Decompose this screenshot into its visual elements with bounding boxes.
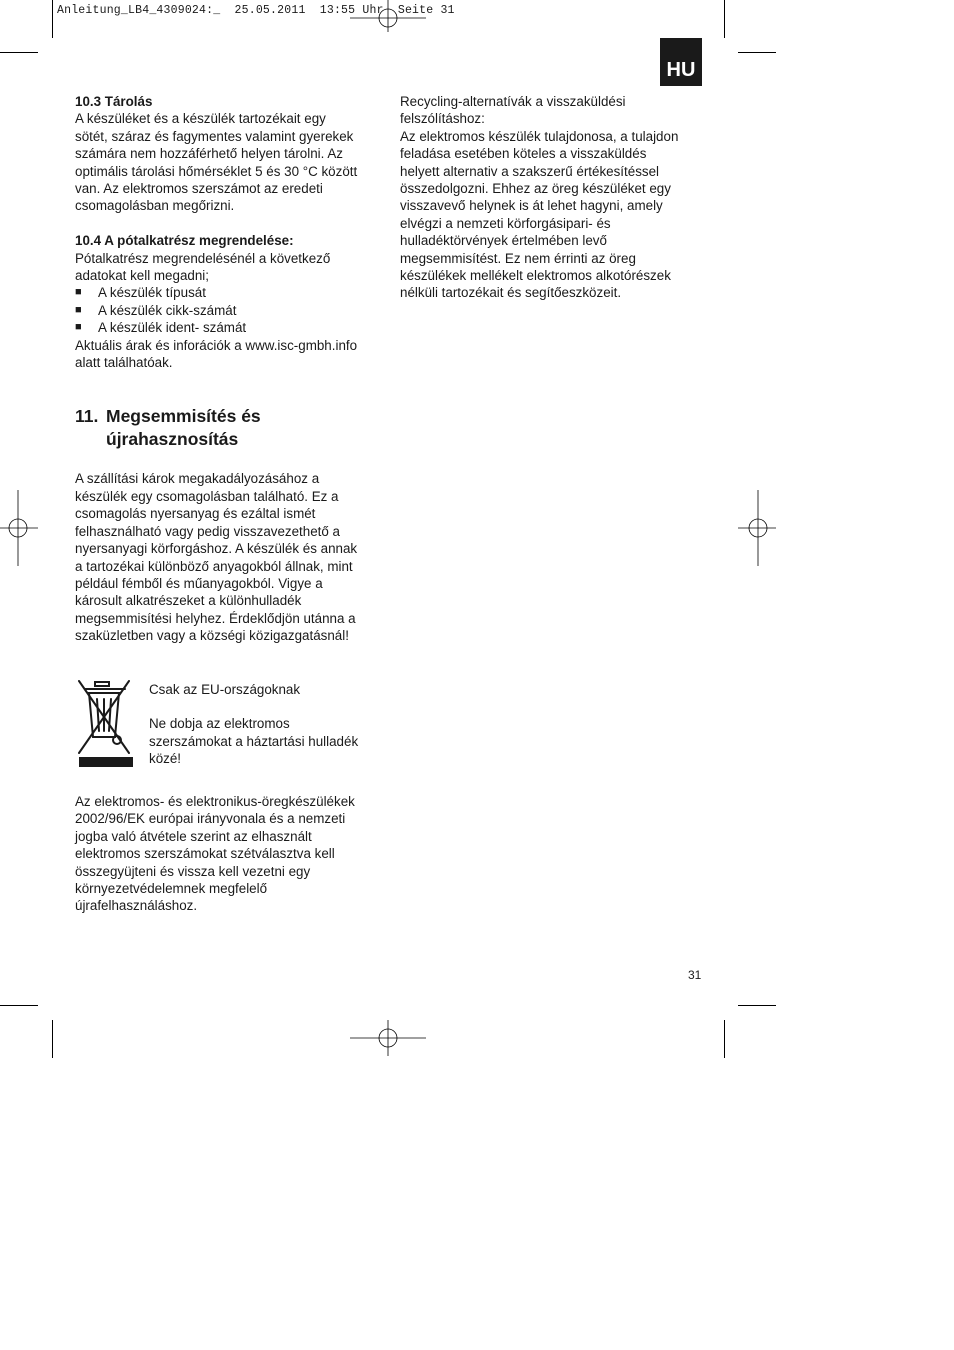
- list-item: [75, 284, 385, 301]
- text-line: Az elektromos- és elektronikus-öregkészülékek: [75, 793, 355, 809]
- text-line: összedolgozni. Ehhez az öreg készüléket egy: [400, 181, 671, 197]
- text-line: Aktuális árak és inforációk a www.isc-gmbh.info: [75, 337, 358, 353]
- text-line: optimális tárolási hőmérséklet 5 és 30 °C között: [75, 163, 358, 179]
- list-item: [75, 319, 385, 336]
- text-line: környezetvédelemnek megfelelő: [75, 880, 268, 896]
- section-11-number: 11.: [75, 406, 99, 427]
- text-line: nyersanyagi körforgáshoz. A készülék és annak: [75, 541, 358, 557]
- text-line: helyett alternativ a szakszerű értékesítéssel: [400, 163, 660, 179]
- text-line: károsult alkatrészeket a különhulladék: [75, 593, 302, 609]
- text-line: A készüléket és a készülék tartozékait egy: [75, 111, 326, 127]
- text-line: nélküli tartozékait és segítőeszközeit.: [400, 285, 622, 301]
- text-line: például fémből és műanyagokból. Vigye a: [75, 575, 323, 591]
- right-column: [400, 93, 710, 302]
- text-line: összegyüjteni és vissza kell vezetni egy: [75, 863, 311, 879]
- recycling-title-line: Recycling-alternatívák a visszaküldési: [400, 94, 626, 109]
- text-line: elektromos szerszámokat szétválasztva kell: [75, 846, 335, 862]
- list-item-text: A készülék típusát: [98, 285, 206, 301]
- bullet-square-icon: ■: [75, 303, 82, 316]
- language-badge: HU: [660, 38, 702, 86]
- text-line: jogba való átvétele szerint az elhasznált: [75, 828, 312, 844]
- text-line: visszavevő helynek is át lehet hagyni, amely: [400, 198, 663, 214]
- text-line: elvégzi a nemzeti körforgásipari- és: [400, 215, 611, 231]
- text-line: adatokat kell megadni;: [75, 268, 209, 284]
- text-line: újrafelhasználáshoz.: [75, 898, 198, 914]
- text-line: szaküzletben vagy a községi közigazgatásnál!: [75, 628, 349, 644]
- left-column: [75, 93, 385, 915]
- page-number: 31: [688, 968, 702, 982]
- weee-warning-line: Ne dobja az elektromos: [149, 716, 290, 732]
- section-11-heading: [75, 405, 385, 451]
- text-line: hulladéktörvények értelmében levő: [400, 233, 607, 249]
- text-line: van. Az elektromos szerszámot az eredeti: [75, 181, 323, 197]
- text-line: felhasználható vagy pedig visszavezethető a: [75, 523, 341, 539]
- text-line: megsemmisítést. Ez nem érrinti az öreg: [400, 250, 636, 266]
- weee-notice: [75, 677, 385, 775]
- text-line: csomagolásban megőrizni.: [75, 198, 235, 214]
- text-line: a tartozékai különböző anyagokból állnak, mint: [75, 558, 353, 574]
- section-10-3-title: 10.3 Tárolás: [75, 94, 153, 109]
- weee-warning-line: közé!: [149, 751, 182, 767]
- text-line: csomagolás nyersanyag és ezáltal ismét: [75, 506, 316, 522]
- weee-eu-note: Csak az EU-országoknak: [149, 681, 301, 697]
- text-line: A szállítási károk megakadályozásához a: [75, 471, 320, 487]
- print-slug: Anleitung_LB4_4309024:_ 25.05.2011 13:55 Uhr Seite 31: [57, 4, 455, 17]
- text-line: Az elektromos készülék tulajdonosa, a tulajdon: [400, 128, 679, 144]
- section-11-title-line: Megsemmisítés és: [106, 406, 261, 427]
- list-item-text: A készülék cikk-számát: [98, 302, 237, 318]
- text-line: Pótalkatrész megrendelésénél a következő: [75, 250, 331, 266]
- weee-warning-line: szerszámokat a háztartási hulladék: [149, 733, 359, 749]
- text-line: alatt találhatóak.: [75, 355, 173, 371]
- text-line: feladása esetében köteles a visszaküldés: [400, 146, 647, 162]
- list-item-text: A készülék ident- számát: [98, 320, 247, 336]
- text-line: 2002/96/EK európai irányvonala és a nemzeti: [75, 811, 346, 827]
- text-line: készülék egy csomagolásban található. Ez a: [75, 488, 339, 504]
- recycling-title-line: felszólításhoz:: [400, 111, 485, 127]
- bullet-square-icon: ■: [75, 321, 82, 334]
- crossed-out-wheelie-bin-icon: [75, 677, 149, 775]
- section-11-title-line: újrahasznosítás: [106, 429, 239, 450]
- text-line: sötét, száraz és fagymentes valamint gyerekek: [75, 128, 354, 144]
- text-line: számára nem hozzáférhető helyen tárolni. Az: [75, 146, 343, 162]
- section-10-4-title: 10.4 A pótalkatrész megrendelése:: [75, 233, 294, 249]
- text-line: készülékek mellékelt elektromos alkotórészek: [400, 268, 671, 284]
- text-line: megsemmisítési helyhez. Érdeklődjön utánna a: [75, 610, 356, 626]
- bullet-square-icon: ■: [75, 286, 82, 299]
- list-item: [75, 302, 385, 319]
